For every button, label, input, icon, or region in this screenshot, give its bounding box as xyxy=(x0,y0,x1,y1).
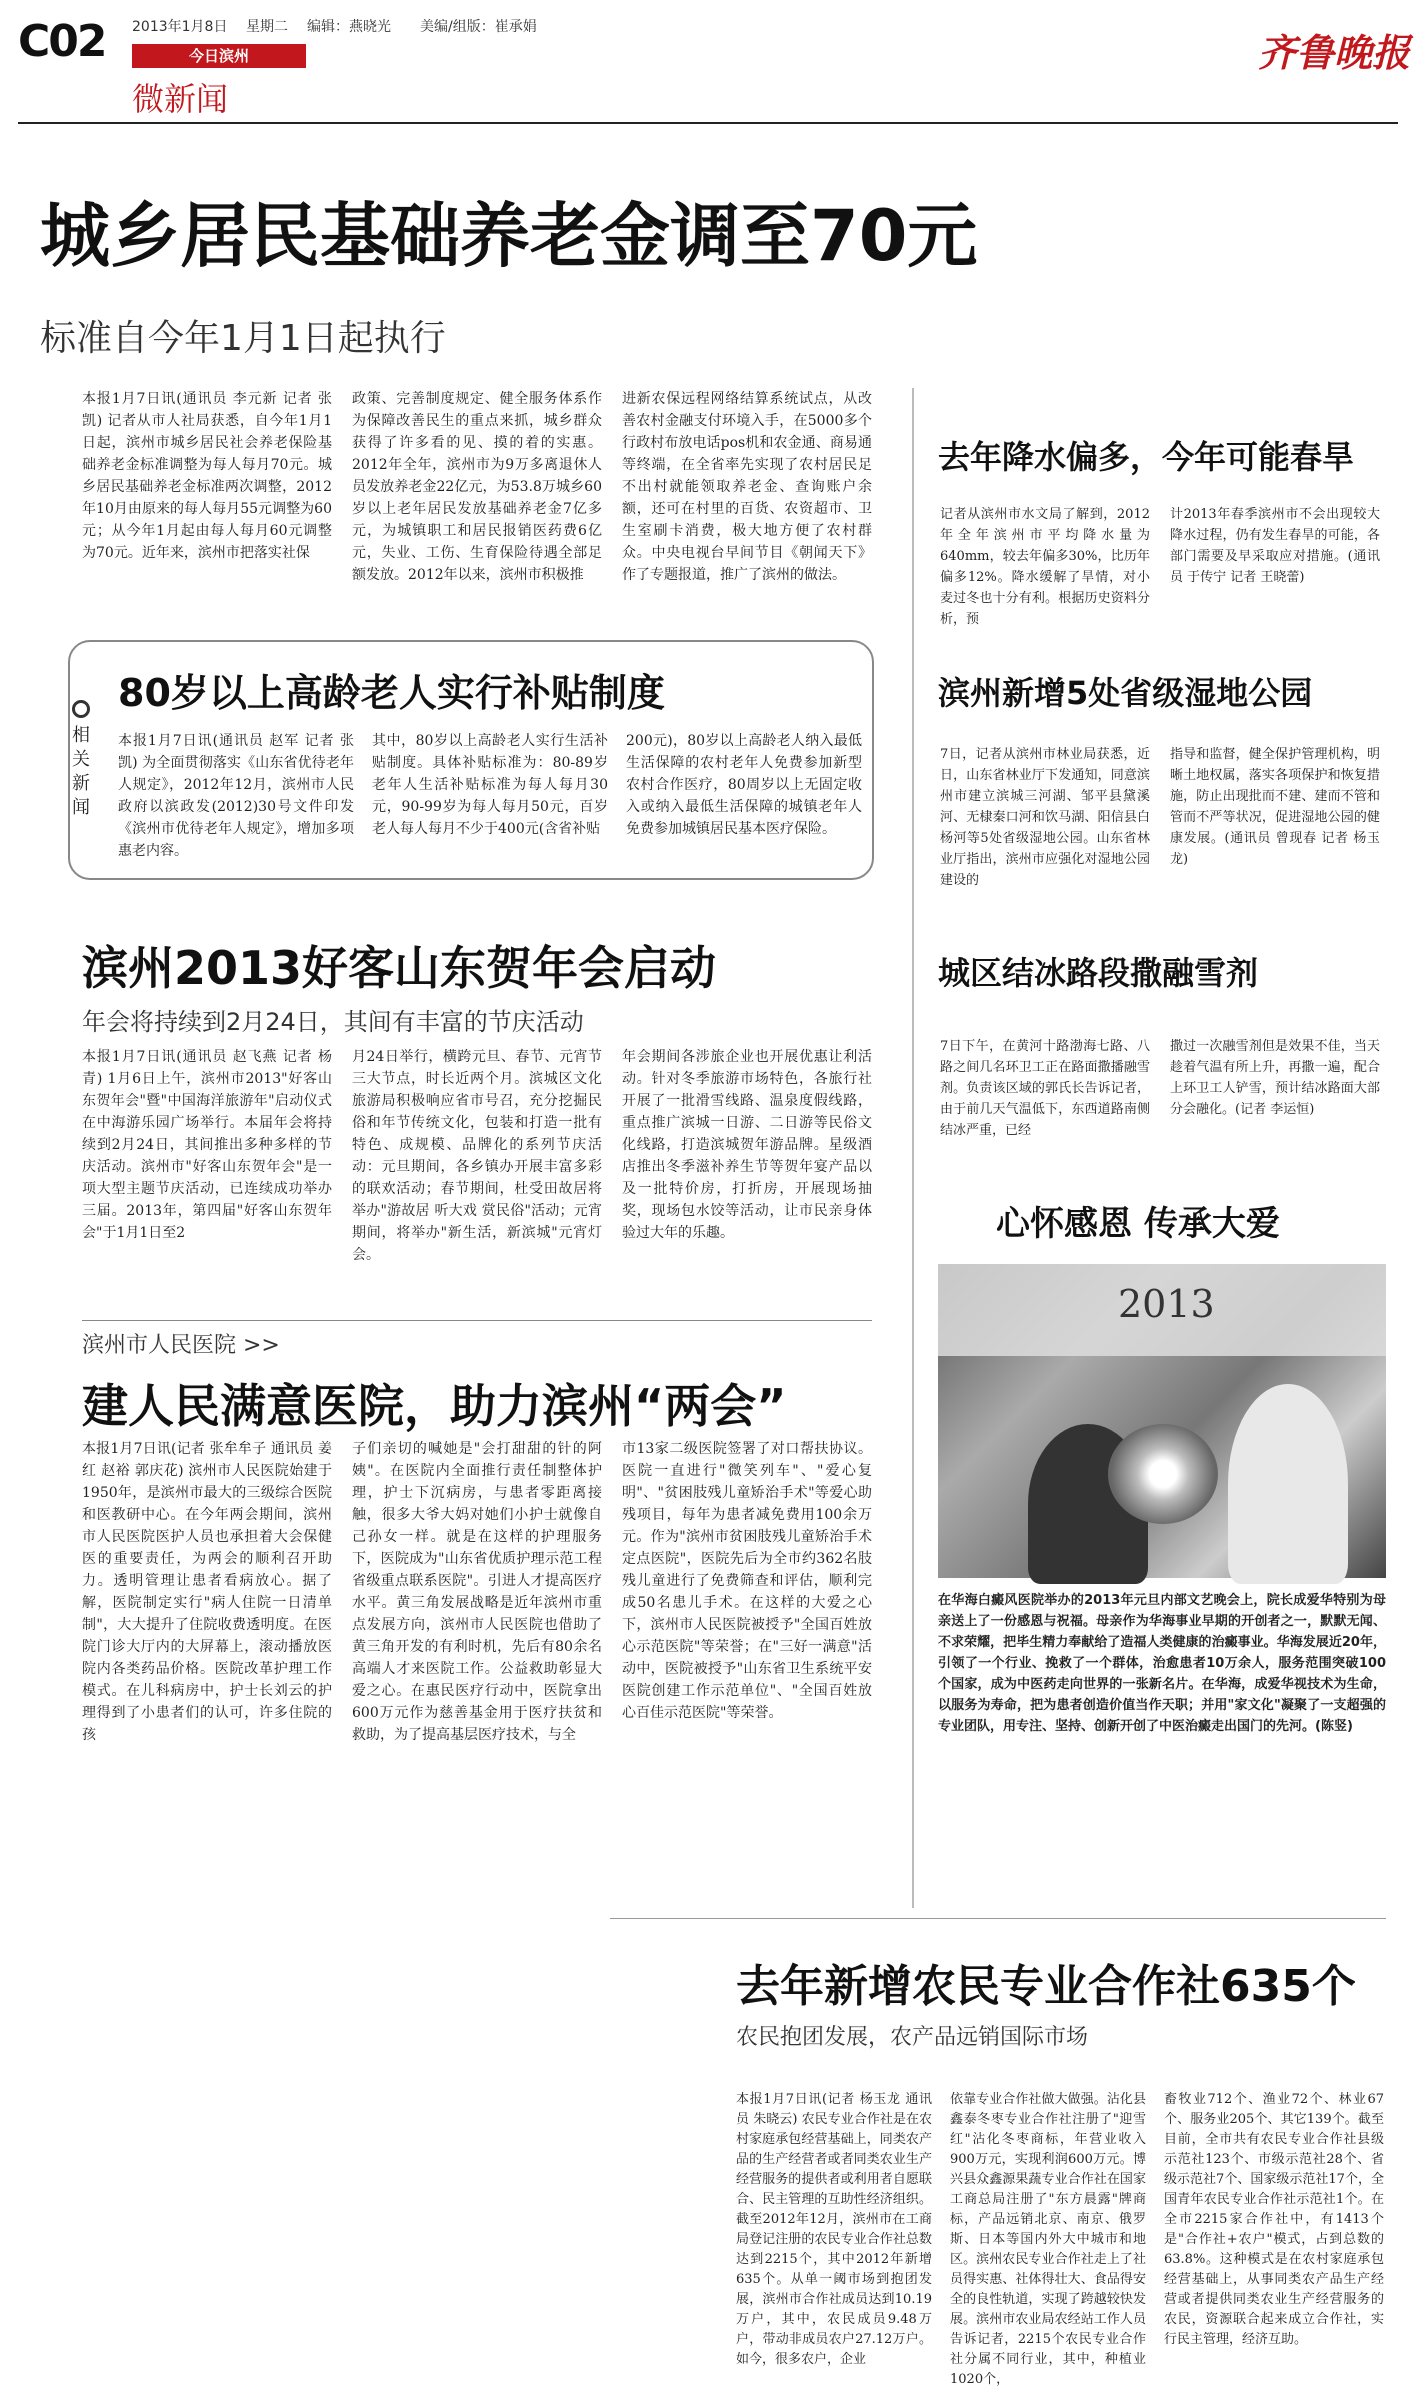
coop-col-3: 畜牧业712个、渔业72个、林业67个、服务业205个、其它139个。截至目前，全市共有农民专业合作社县级示范社123个、市级示范社28个、省级示范社7个、国家级示范社17个，全国青年农民专业合作社示范社1个。在全市2215家合作社中，有1413个是"合作社+农户"模式，占到总数的63.8%。这种模式是在农村家庭承包经营基础上，从事同类农产品生产经营或者提供同类农业生产经营服务的农民，资源联合起来成立合作社，实行民主管理，经济互助。 xyxy=(1164,2092,1384,2347)
hospital-col-2: 子们亲切的喊她是"会打甜甜的针的阿姨"。在医院内全面推行责任制整体护理，护士下沉病房，与患者零距离接触，很多大爷大妈对她们小护士就像自己孙女一样。就是在这样的护理服务下，医院成为"山东省优质护理示范工程省级重点联系医院"。引进人才提高医疗水平。黄三角发展战略是近年滨州市重点发展方向，滨州市人民医院也借助了黄三角开发的有利时机，先后有80余名高端人才来医院工作。公益救助彰显大爱之心。在惠民医疗行动中，医院拿出600万元作为慈善基金用于医疗扶贫和救助，为了提高基层医疗技术，与全 xyxy=(352,1441,602,1743)
lead-title: 城乡居民基础养老金调至70元 xyxy=(40,195,978,277)
coop-rule xyxy=(610,1918,1386,1919)
hospital-title: 建人民满意医院，助力滨州“两会” xyxy=(82,1379,787,1433)
festival-title: 滨州2013好客山东贺年会启动 xyxy=(82,941,717,995)
wetland-title: 滨州新增5处省级湿地公园 xyxy=(938,674,1313,712)
event-photo xyxy=(938,1264,1386,1578)
snow-col-2: 撒过一次融雪剂但是效果不佳，当天趁着气温有所上升，再撒一遍，配合上环卫工人铲雪，预计结冰路面大部分会融化。(记者 李运恒) xyxy=(1170,1039,1380,1117)
elderly-col-3: 200元)，80岁以上高龄老人纳入最低生活保障的农村老年人免费参加新型农村合作医疗，80周岁以上无固定收入或纳入最低生活保障的城镇老年人免费参加城镇居民基本医疗保险。 xyxy=(626,733,862,837)
person-right-figure xyxy=(1228,1384,1348,1584)
festival-subtitle: 年会将持续到2月24日，其间有丰富的节庆活动 xyxy=(82,1008,584,1036)
rain-title: 去年降水偏多，今年可能春旱 xyxy=(938,438,1355,476)
elderly-col-1: 本报1月7日讯(通讯员 赵军 记者 张凯) 为全面贯彻落实《山东省优待老年人规定》，2012年12月，滨州市人民政府以滨政发(2012)30号文件印发《滨州市优待老年人规定》，增加多项惠老内容。 xyxy=(118,733,354,859)
wetland-col-1: 7日，记者从滨州市林业局获悉，近日，山东省林业厅下发通知，同意滨州市建立滨城三河湖、邹平县黛溪河、无棣秦口河和饮马湖、阳信县白杨河等5处省级湿地公园。山东省林业厅指出，滨州市应强化对湿地公园建设的 xyxy=(940,747,1150,888)
hospital-col-3: 市13家二级医院签署了对口帮扶协议。医院一直进行"微笑列车"、"爱心复明"、"贫困肢残儿童矫治手术"等爱心助残项目，每年为患者减免费用100余万元。作为"滨州市贫困肢残儿童矫治手术定点医院"，医院先后为全市约362名肢残儿童进行了免费筛查和评估，顺利完成50名患儿手术。在这样的大爱之心下，滨州市人民医院被授予"全国百姓放心示范医院"等荣誉；在"三好一满意"活动中，医院被授予"山东省卫生系统平安医院创建工作示范单位"、"全国百姓放心百佳示范医院"等荣誉。 xyxy=(622,1441,872,1721)
section-tag: 今日滨州 xyxy=(132,44,306,68)
header-weekday: 星期二 xyxy=(246,19,288,35)
related-news-label: 相关新闻 xyxy=(72,725,90,818)
lead-col-1: 本报1月7日讯(通讯员 李元新 记者 张凯) 记者从市人社局获悉，自今年1月1日起，滨州市城乡居民社会养老保险基础养老金标准调整为每人每月70元。城乡居民基础养老金标准两次调整，2012年10月由原来的每人每月55元调整为60元；从今年1月起由每人每月60元调整为70元。近年来，滨州市把落实社保 xyxy=(82,391,332,561)
header-editor: 编辑：燕晓光 xyxy=(307,19,391,35)
gratitude-caption: 在华海白癜风医院举办的2013年元旦内部文艺晚会上，院长成爱华特别为母亲送上了一份感恩与祝福。母亲作为华海事业早期的开创者之一，默默无闻、不求荣耀，把毕生精力奉献给了造福人类健康的治癜事业。华海发展近20年，引领了一个行业、挽救了一个群体，治愈患者10万余人，服务范围突破100个国家，成为中医药走向世界的一张新名片。在华海，成爱华视技术为生命，以服务为寿命，把为患者创造价值当作天职；并用"家文化"凝聚了一支超强的专业团队，用专注、坚持、创新开创了中医治癜走出国门的先河。(陈竖) xyxy=(938,1593,1386,1734)
header-designer: 美编/组版：崔承娟 xyxy=(420,19,537,35)
snow-col-1: 7日下午，在黄河十路渤海七路、八路之间几名环卫工正在路面撒播融雪剂。负责该区域的郭氏长告诉记者，由于前几天气温低下，东西道路南侧结冰严重，已经 xyxy=(940,1039,1150,1138)
related-news-icon xyxy=(72,700,90,718)
gratitude-title: 心怀感恩 传承大爱 xyxy=(996,1204,1280,1244)
lead-col-2: 政策、完善制度规定、健全服务体系作为保障改善民生的重点来抓，城乡群众获得了许多看的见、摸的着的实惠。2012年全年，滨州市为9万多离退休人员发放养老金22亿元，为53.8万城乡60岁以上老年居民发放基础养老金7亿多元，为城镇职工和居民报销医药费6亿元，失业、工伤、生育保险待遇全部足额发放。2012年以来，滨州市积极推 xyxy=(352,391,602,583)
hospital-col-1: 本报1月7日讯(记者 张牟牟子 通讯员 姜红 赵裕 郭庆花) 滨州市人民医院始建于1950年，是滨州市最大的三级综合医院和医教研中心。在今年两会期间，滨州市人民医院医护人员也承担着大会保健医的重要责任，为两会的顺利召开助力。透明管理让患者看病放心。据了解，医院制定实行"病人住院一日清单制"，大大提升了住院收费透明度。在医院门诊大厅内的大屏幕上，滚动播放医院内各类药品价格。医院改革护理工作模式。在儿科病房中，护士长刘云的护理得到了小患者们的认可，许多住院的孩 xyxy=(82,1441,332,1743)
elderly-col-2: 其中，80岁以上高龄老人实行生活补贴制度。具体补贴标准为：80-89岁老年人生活补贴标准为每人每月30元，90-99岁为每人每月50元，百岁老人每人每月不少于400元(含省补贴 xyxy=(372,733,608,837)
snow-title: 城区结冰路段撒融雪剂 xyxy=(938,954,1259,992)
photo-banner-year: 2013 xyxy=(1118,1282,1215,1326)
coop-subtitle: 农民抱团发展，农产品远销国际市场 xyxy=(736,2025,1089,2050)
wetland-col-2: 指导和监督，健全保护管理机构，明晰土地权属，落实各项保护和恢复措施，防止出现批而不建、建而不管和管而不严等状况，促进湿地公园的健康发展。(通讯员 曾现春 记者 杨玉龙) xyxy=(1170,747,1380,867)
lead-subtitle: 标准自今年1月1日起执行 xyxy=(40,318,446,359)
masthead: 齐鲁晚报 xyxy=(1258,30,1411,75)
festival-col-2: 月24日举行，横跨元旦、春节、元宵节三大节点，时长近两个月。滨城区文化旅游局积极响应省市号召，充分挖掘民俗和年节传统文化，包装和打造一批有特色、成规模、品牌化的系列节庆活动：元旦期间，各乡镇办开展丰富多彩的联欢活动；春节期间，杜受田故居将举办"游故居 听大戏 赏民俗"活动；元宵期间，将举办"新生活，新滨城"元宵灯会。 xyxy=(352,1049,602,1263)
header-date: 2013年1月8日 xyxy=(132,19,228,35)
coop-col-2: 依靠专业合作社做大做强。沾化县鑫泰冬枣专业合作社注册了"迎雪红"沾化冬枣商标，年营业收入900万元，实现利润600万元。博兴县众鑫源果蔬专业合作社在国家工商总局注册了"东方晨露"牌商标，产品远销北京、南京、俄罗斯、日本等国内外大中城市和地区。滨州农民专业合作社走上了社员得实惠、社体得壮大、食品得安全的良性轨道，实现了跨越较快发展。滨州市农业局农经站工作人员告诉记者，2215个农民专业合作社分属不同行业，其中，种植业1020个， xyxy=(950,2092,1146,2387)
flower-bouquet xyxy=(1108,1424,1218,1524)
elderly-title: 80岁以上高龄老人实行补贴制度 xyxy=(118,671,665,715)
festival-col-3: 年会期间各涉旅企业也开展优惠让利活动。针对冬季旅游市场特色，各旅行社开展了一批滑雪线路、温泉度假线路，重点推广滨城一日游、二日游等民俗文化线路，打造滨城贺年游品牌。星级酒店推出冬季滋补养生节等贺年宴产品以及一批特价房，打折房，开展现场抽奖，现场包水饺等活动，让市民亲身体验过大年的乐趣。 xyxy=(622,1049,872,1241)
rain-col-2: 计2013年春季滨州市不会出现较大降水过程，仍有发生春旱的可能，各部门需要及早采取应对措施。(通讯员 于传宁 记者 王晓蕾) xyxy=(1170,507,1380,585)
hospital-rule xyxy=(82,1320,872,1321)
hospital-kicker: 滨州市人民医院 >> xyxy=(82,1333,280,1358)
festival-col-1: 本报1月7日讯(通讯员 赵飞燕 记者 杨青) 1月6日上午，滨州市2013"好客山东贺年会"暨"中国海洋旅游年"启动仪式在中海游乐园广场举行。本届年会将持续到2月24日，其间推出多种多样的节庆活动。滨州市"好客山东贺年会"是一项大型主题节庆活动，已连续成功举办三届。2013年，第四届"好客山东贺年会"于1月1日至2 xyxy=(82,1049,332,1241)
coop-col-1: 本报1月7日讯(记者 杨玉龙 通讯员 朱晓云) 农民专业合作社是在农村家庭承包经营基础上，同类农产品的生产经营者或者同类农业生产经营服务的提供者或利用者自愿联合、民主管理的互助性经济组织。截至2012年12月，滨州市在工商局登记注册的农民专业合作社总数达到2215个，其中2012年新增635个。从单一阈市场到抱团发展，滨州市合作社成员达到10.19万户，其中，农民成员9.48万户，带动非成员农户27.12万户。如今，很多农户，企业 xyxy=(736,2092,932,2367)
lead-col-3: 进新农保远程网络结算系统试点，从改善农村金融支付环境入手，在5000多个行政村布放电话pos机和农金通、商易通等终端，在全省率先实现了农村居民足不出村就能领取养老金、查询账户余额，还可在村里的百货、农资超市、卫生室刷卡消费，极大地方便了农村群众。中央电视台早间节目《朝闻天下》作了专题报道，推广了滨州的做法。 xyxy=(622,391,872,583)
column-title: 微新闻 xyxy=(132,80,229,118)
rain-col-1: 记者从滨州市水文局了解到，2012年全年滨州市平均降水量为640mm，较去年偏多30%，比历年偏多12%。降水缓解了旱情，对小麦过冬也十分有利。根据历史资料分析，预 xyxy=(940,507,1150,627)
header-rule xyxy=(18,122,1398,124)
right-column-divider xyxy=(912,388,914,1908)
page-code: C02 xyxy=(18,16,106,67)
coop-title: 去年新增农民专业合作社635个 xyxy=(736,1961,1356,2012)
